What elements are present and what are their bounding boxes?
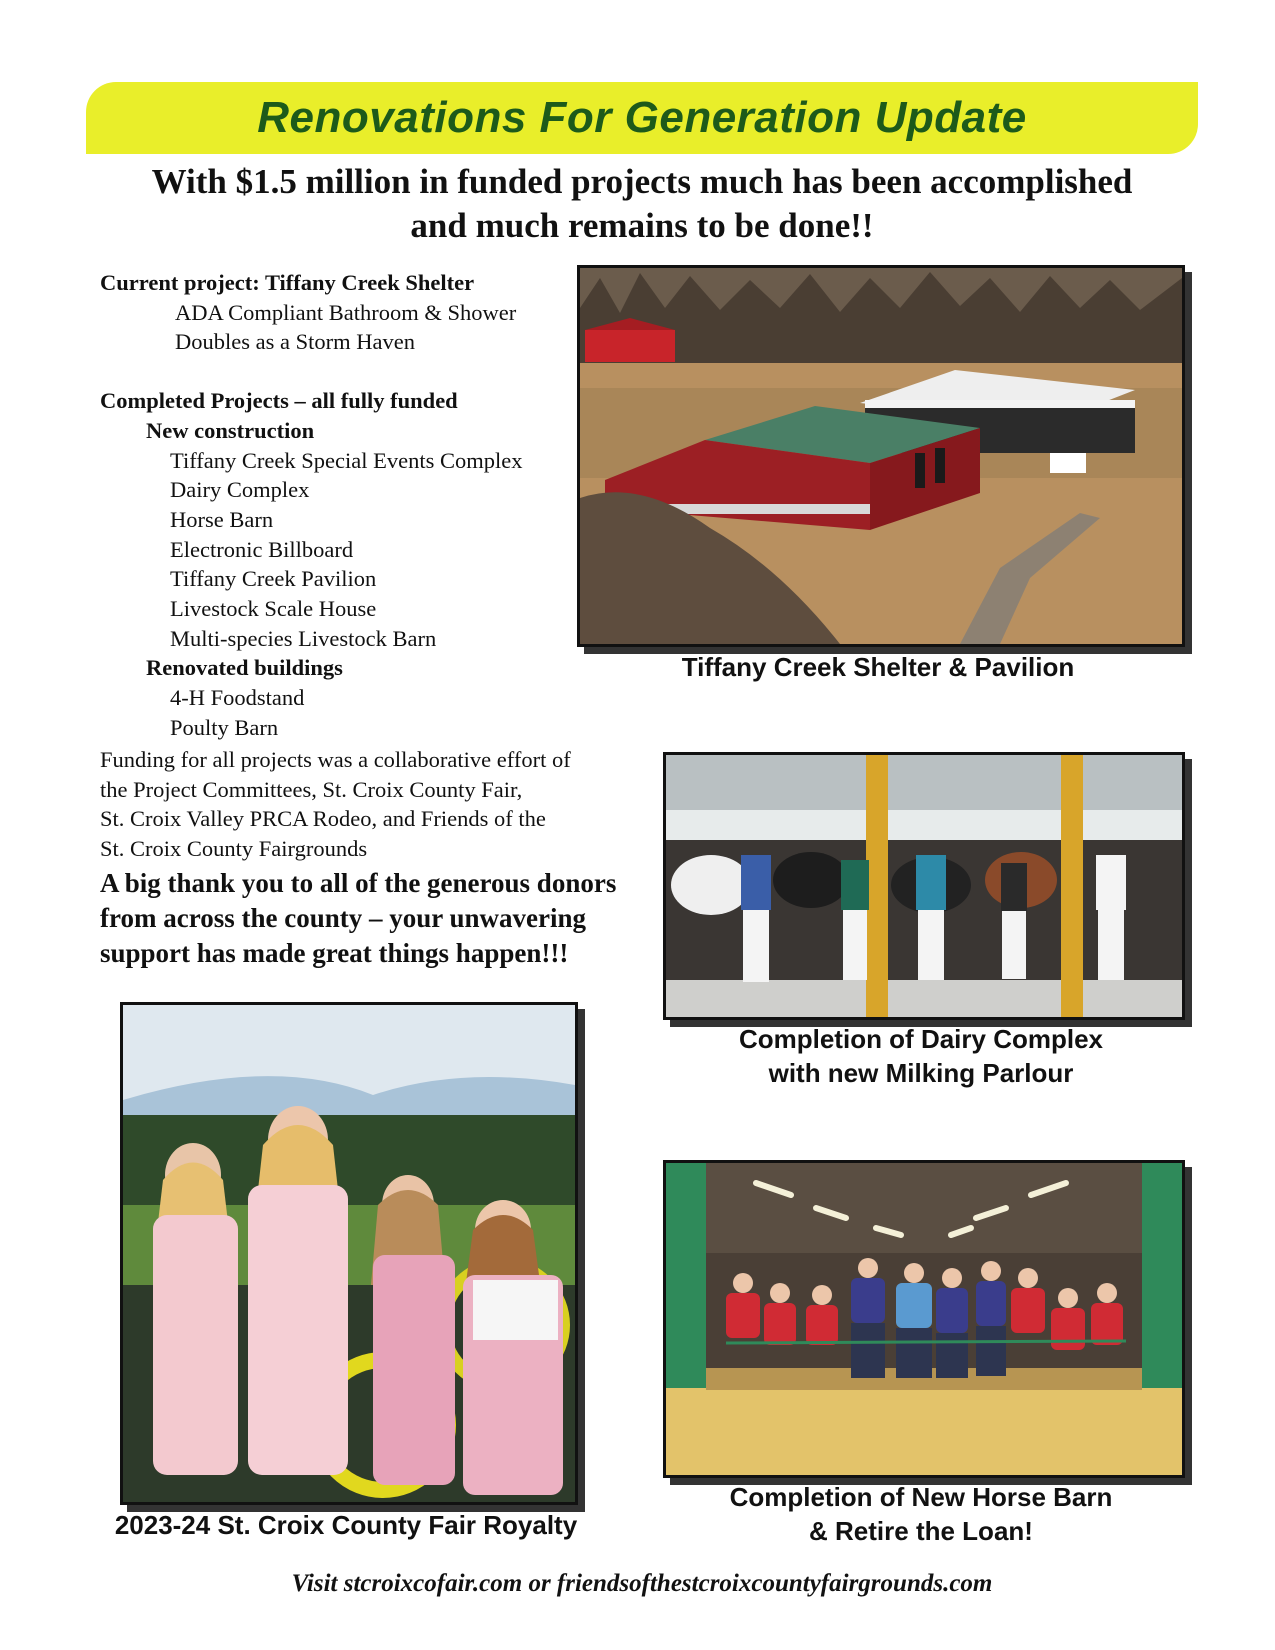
current-project-item: Doubles as a Storm Haven [175, 329, 415, 355]
subtitle-line-1: With $1.5 million in funded projects much has been accomplished [151, 162, 1133, 201]
current-project-heading: Current project: Tiffany Creek Shelter [100, 270, 475, 295]
new-construction-item: Tiffany Creek Special Events Complex [170, 447, 523, 473]
new-construction-heading: New construction [146, 417, 315, 443]
new-construction-item: Electronic Billboard [170, 536, 354, 562]
thanks-line: from across the county – your unwavering [100, 903, 586, 933]
current-project-item: ADA Compliant Bathroom & Shower [175, 299, 517, 325]
horse-barn-photo [663, 1160, 1185, 1478]
thanks-line: support has made great things happen!!! [100, 938, 569, 968]
thanks-line: A big thank you to all of the generous donors [100, 868, 617, 898]
new-construction-item: Tiffany Creek Pavilion [170, 566, 377, 592]
renovated-item: 4-H Foodstand [170, 685, 305, 711]
title-banner [86, 82, 1198, 154]
horse-barn-caption [663, 1480, 1179, 1548]
funding-line: St. Croix County Fairgrounds [100, 835, 368, 861]
horse-barn-caption-line-1: Completion of New Horse Barn [729, 1482, 1113, 1512]
funding-line: St. Croix Valley PRCA Rodeo, and Friends of the [100, 806, 546, 831]
royalty-caption: 2023-24 St. Croix County Fair Royalty [114, 1510, 578, 1540]
dairy-caption-line-2: with new Milking Parlour [768, 1058, 1074, 1088]
subtitle-line-2: and much remains to be done!! [410, 206, 874, 245]
footer-websites: Visit stcroixcofair.com or friendsofthestcroixcountyfairgrounds.com [291, 1570, 993, 1597]
completed-projects-heading: Completed Projects – all fully funded [100, 388, 458, 414]
dairy-caption-line-1: Completion of Dairy Complex [738, 1024, 1104, 1054]
thank-you-message [100, 866, 680, 971]
new-construction-item: Horse Barn [170, 506, 274, 532]
horse-barn-caption-line-2: & Retire the Loan! [809, 1516, 1033, 1546]
renovated-item: Poulty Barn [170, 714, 279, 740]
page-title: Renovations For Generation Update [257, 93, 1027, 142]
new-construction-item: Dairy Complex [170, 477, 310, 503]
dairy-caption [663, 1022, 1179, 1090]
royalty-photo [120, 1002, 578, 1505]
shelter-caption: Tiffany Creek Shelter & Pavilion [681, 652, 1075, 682]
funding-paragraph [100, 745, 660, 863]
new-construction-item: Livestock Scale House [170, 596, 377, 622]
renovated-heading: Renovated buildings [146, 655, 343, 681]
shelter-photo [577, 265, 1185, 647]
new-construction-item: Multi-species Livestock Barn [170, 625, 437, 651]
project-list [100, 268, 600, 743]
funding-line: Funding for all projects was a collaborative effort of [100, 747, 571, 772]
dairy-photo [663, 752, 1185, 1020]
funding-line: the Project Committees, St. Croix County Fair, [100, 776, 523, 802]
subtitle [86, 160, 1198, 248]
spacer [100, 357, 600, 386]
